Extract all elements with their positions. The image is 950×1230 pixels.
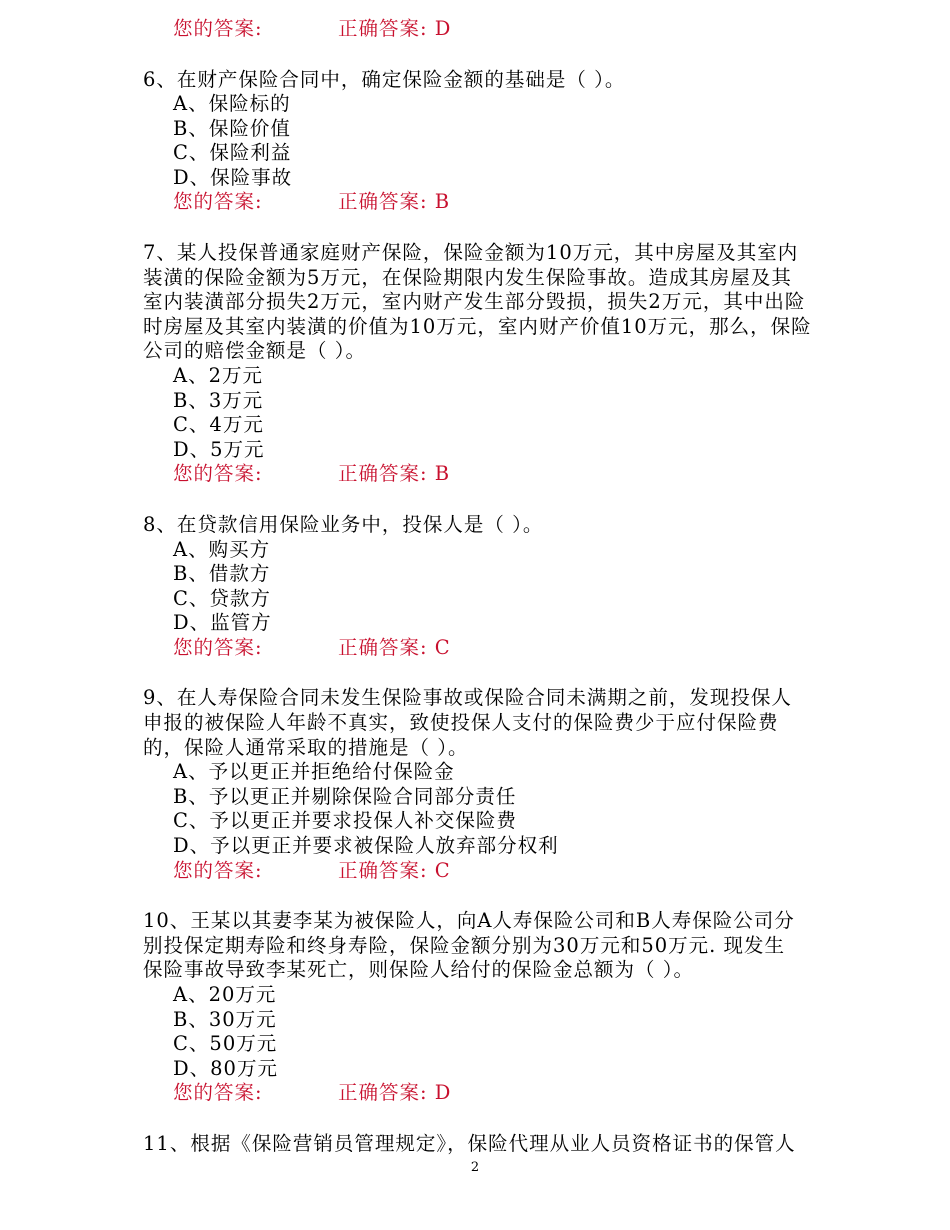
question-stem: 别投保定期寿险和终身寿险，保险金额分别为30万元和50万元. 现发生 <box>143 934 786 957</box>
option-b: B、保险价值 <box>173 117 291 140</box>
question-stem: 装潢的保险金额为5万元，在保险期限内发生保险事故。造成其房屋及其 <box>143 266 792 289</box>
option-c: C、50万元 <box>173 1032 278 1055</box>
your-answer-label: 您的答案: <box>173 17 263 40</box>
answer-row <box>173 190 451 214</box>
option-c: C、予以更正并要求投保人补交保险费 <box>173 809 517 832</box>
answer-row <box>173 17 452 41</box>
option-b: B、3万元 <box>173 389 264 412</box>
correct-answer: 正确答案: B <box>338 462 451 485</box>
your-answer-label: 您的答案: <box>173 636 263 659</box>
option-d: D、保险事故 <box>173 166 293 189</box>
question-stem: 10、王某以其妻李某为被保险人，向A人寿保险公司和B人寿保险公司分 <box>143 909 795 932</box>
your-answer-label: 您的答案: <box>173 859 263 882</box>
answer-row <box>173 462 451 486</box>
correct-answer: 正确答案: B <box>338 190 451 213</box>
question-stem: 申报的被保险人年龄不真实，致使投保人支付的保险费少于应付保险费 <box>143 711 779 734</box>
correct-answer: 正确答案: C <box>338 636 451 659</box>
option-a: A、2万元 <box>173 364 263 387</box>
correct-answer: 正确答案: D <box>338 1081 452 1104</box>
answer-row <box>173 1081 452 1105</box>
correct-answer: 正确答案: C <box>338 859 451 882</box>
your-answer-label: 您的答案: <box>173 190 263 213</box>
answer-row <box>173 859 451 883</box>
correct-answer: 正确答案: D <box>338 17 452 40</box>
option-a: A、保险标的 <box>173 92 291 115</box>
question-stem: 保险事故导致李某死亡，则保险人给付的保险金总额为（ ）。 <box>143 958 694 981</box>
option-c: C、保险利益 <box>173 141 292 164</box>
option-d: D、80万元 <box>173 1057 278 1080</box>
question-stem: 9、在人寿保险合同未发生保险事故或保险合同未满期之前，发现投保人 <box>143 686 792 709</box>
option-c: C、4万元 <box>173 413 264 436</box>
option-a: A、购买方 <box>173 538 271 561</box>
option-c: C、贷款方 <box>173 587 271 610</box>
your-answer-label: 您的答案: <box>173 462 263 485</box>
question-stem: 7、某人投保普通家庭财产保险，保险金额为10万元，其中房屋及其室内 <box>143 241 799 264</box>
option-a: A、20万元 <box>173 983 277 1006</box>
option-d: D、予以更正并要求被保险人放弃部分权利 <box>173 834 559 857</box>
option-d: D、监管方 <box>173 611 272 634</box>
option-a: A、予以更正并拒绝给付保险金 <box>173 760 455 783</box>
question-stem: 室内装潢部分损失2万元，室内财产发生部分毁损，损失2万元，其中出险 <box>143 290 806 313</box>
option-b: B、借款方 <box>173 562 271 585</box>
question-stem: 8、在贷款信用保险业务中，投保人是（ ）。 <box>143 513 544 536</box>
your-answer-label: 您的答案: <box>173 1081 263 1104</box>
question-stem: 公司的赔偿金额是（ ）。 <box>143 339 366 362</box>
option-d: D、5万元 <box>173 438 265 461</box>
page-number: 2 <box>470 1160 480 1175</box>
question-stem: 11、根据《保险营销员管理规定》，保险代理从业人员资格证书的保管人 <box>143 1132 796 1155</box>
answer-row <box>173 636 451 660</box>
question-stem: 6、在财产保险合同中，确定保险金额的基础是（ ）。 <box>143 68 626 91</box>
option-b: B、予以更正并剔除保险合同部分责任 <box>173 785 517 808</box>
question-stem: 的，保险人通常采取的措施是（ ）。 <box>143 736 469 759</box>
option-b: B、30万元 <box>173 1008 277 1031</box>
question-stem: 时房屋及其室内装潢的价值为10万元，室内财产价值10万元，那么，保险 <box>143 315 812 338</box>
